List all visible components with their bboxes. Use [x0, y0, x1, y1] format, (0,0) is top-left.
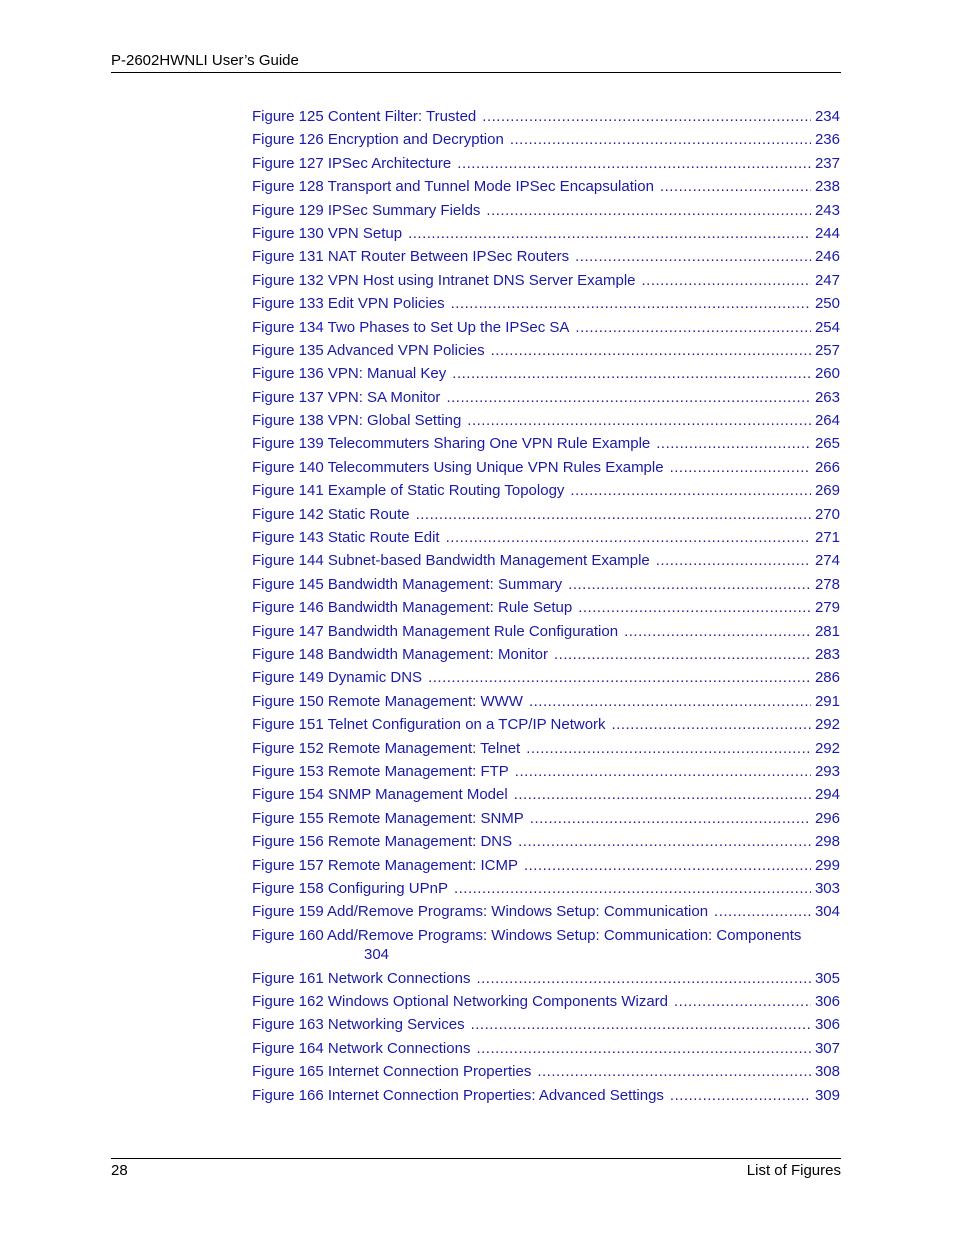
- dot-leader: [656, 549, 811, 572]
- toc-entry-page: 263: [814, 388, 840, 406]
- toc-entry-label: Figure 155 Remote Management: SNMP: [252, 809, 524, 827]
- dot-leader: [578, 596, 811, 619]
- dot-leader: [515, 760, 811, 783]
- toc-entry-link[interactable]: [252, 596, 840, 619]
- dot-leader: [670, 1084, 811, 1107]
- toc-entry-label: Figure 148 Bandwidth Management: Monitor: [252, 645, 549, 663]
- dot-leader: [454, 877, 811, 900]
- toc-entry-label: Figure 131 NAT Router Between IPSec Routers: [252, 248, 570, 266]
- toc-entry-page: 260: [814, 365, 840, 383]
- toc-entry-link[interactable]: [252, 830, 840, 853]
- dot-leader: [467, 409, 811, 432]
- toc-entry-link[interactable]: [252, 900, 840, 923]
- toc-entry-label: Figure 159 Add/Remove Programs: Windows Setup: Communication: [252, 903, 709, 921]
- dot-leader: [660, 175, 811, 198]
- toc-entry-page: 308: [814, 1063, 840, 1081]
- toc-entry-link[interactable]: [252, 877, 840, 900]
- toc-entry-page: 237: [814, 154, 840, 172]
- dot-leader: [624, 620, 811, 643]
- toc-entry-link[interactable]: [252, 339, 840, 362]
- toc-entry-link[interactable]: [252, 105, 840, 128]
- toc-entry-label: Figure 151 Telnet Configuration on a TCP/IP Network: [252, 716, 606, 734]
- toc-entry-page: 246: [814, 248, 840, 266]
- page-header: [111, 50, 841, 73]
- section-name: List of Figures: [746, 1162, 841, 1179]
- toc-entry-label: Figure 154 SNMP Management Model: [252, 786, 508, 804]
- toc-entry-link[interactable]: [252, 199, 840, 222]
- toc-entry-page: 234: [814, 108, 840, 125]
- toc-entry-link[interactable]: [252, 175, 840, 198]
- toc-entry-page: 309: [814, 1086, 840, 1104]
- toc-entry-page: 266: [814, 458, 840, 476]
- toc-entry-link[interactable]: [252, 409, 840, 432]
- toc-entry-page: 236: [814, 131, 840, 149]
- toc-entry-link[interactable]: [252, 690, 840, 713]
- toc-entry-link[interactable]: [252, 666, 840, 689]
- toc-entry-label: Figure 127 IPSec Architecture: [252, 154, 452, 172]
- toc-entry-label: Figure 128 Transport and Tunnel Mode IPSec Encapsulation: [252, 178, 654, 196]
- toc-entry-link[interactable]: [252, 620, 840, 643]
- toc-entry-label: Figure 125 Content Filter: Trusted: [252, 108, 477, 125]
- toc-entry-label: Figure 139 Telecommuters Sharing One VPN Rule Example: [252, 435, 651, 453]
- dot-leader: [674, 990, 811, 1013]
- dot-leader: [554, 643, 811, 666]
- toc-entry-link[interactable]: [252, 362, 840, 385]
- toc-entry-page: 298: [814, 833, 840, 851]
- toc-entry-page: 292: [814, 716, 840, 734]
- toc-entry-link[interactable]: [252, 807, 840, 830]
- toc-entry-label: Figure 130 VPN Setup: [252, 224, 403, 242]
- toc-entry-link[interactable]: [252, 456, 840, 479]
- toc-entry-link[interactable]: [252, 737, 840, 760]
- dot-leader: [457, 152, 811, 175]
- toc-entry-label: Figure 136 VPN: Manual Key: [252, 365, 447, 383]
- dot-leader: [568, 573, 811, 596]
- toc-entry-link[interactable]: [252, 526, 840, 549]
- dot-leader: [491, 339, 811, 362]
- toc-entry-link[interactable]: [252, 990, 840, 1013]
- toc-entry-label: Figure 147 Bandwidth Management Rule Configuration: [252, 622, 619, 640]
- toc-entry-label: Figure 153 Remote Management: FTP: [252, 762, 509, 780]
- toc-entry-link[interactable]: [252, 432, 840, 455]
- dot-leader: [476, 967, 811, 990]
- dot-leader: [714, 900, 811, 923]
- toc-entry-page: 306: [814, 993, 840, 1011]
- toc-entry-link[interactable]: [252, 967, 840, 990]
- dot-leader: [408, 222, 811, 245]
- toc-entry-page: 274: [814, 552, 840, 570]
- toc-entry-label: Figure 135 Advanced VPN Policies: [252, 341, 485, 359]
- toc-entry-page: 294: [814, 786, 840, 804]
- toc-entry-label: Figure 157 Remote Management: ICMP: [252, 856, 518, 874]
- toc-entry-link[interactable]: [252, 1037, 840, 1060]
- toc-entry-link[interactable]: [252, 549, 840, 572]
- toc-entry-label: Figure 140 Telecommuters Using Unique VPN Rules Example: [252, 458, 664, 476]
- dot-leader: [670, 456, 811, 479]
- dot-leader: [471, 1013, 811, 1036]
- toc-entry-link[interactable]: [252, 479, 840, 502]
- toc-entry-label: Figure 133 Edit VPN Policies: [252, 295, 445, 313]
- toc-entry-link[interactable]: [252, 924, 840, 967]
- toc-entry-link[interactable]: [252, 643, 840, 666]
- dot-leader: [452, 362, 811, 385]
- toc-entry-page: 265: [814, 435, 840, 453]
- toc-entry-link[interactable]: [252, 573, 840, 596]
- toc-entry-label: Figure 158 Configuring UPnP: [252, 879, 448, 897]
- toc-entry-page: 304: [814, 903, 840, 921]
- toc-entry-page: 278: [814, 575, 840, 593]
- dot-leader: [642, 269, 811, 292]
- toc-entry-label: Figure 160 Add/Remove Programs: Windows Setup: Communication: Components: [252, 926, 802, 944]
- toc-entry-label: Figure 165 Internet Connection Properties: [252, 1063, 532, 1081]
- toc-entry-link[interactable]: [252, 386, 840, 409]
- toc-entry-page: 257: [814, 341, 840, 359]
- toc-entry-link[interactable]: [252, 269, 840, 292]
- toc-entry-page: 303: [814, 879, 840, 897]
- dot-leader: [575, 316, 811, 339]
- toc-entry-label: Figure 163 Networking Services: [252, 1016, 465, 1034]
- toc-entry-link[interactable]: [252, 316, 840, 339]
- dot-leader: [514, 783, 811, 806]
- toc-entry-link[interactable]: [252, 1084, 840, 1107]
- toc-entry-link[interactable]: [252, 1060, 840, 1083]
- toc-entry-page: 250: [814, 295, 840, 313]
- toc-entry-page: 304: [364, 946, 390, 964]
- toc-entry-label: Figure 144 Subnet-based Bandwidth Management Example: [252, 552, 650, 570]
- toc-entry-link[interactable]: [252, 760, 840, 783]
- page-number: 28: [111, 1162, 128, 1179]
- toc-entry-link[interactable]: [252, 152, 840, 175]
- dot-leader: [428, 666, 811, 689]
- toc-entry-label: Figure 138 VPN: Global Setting: [252, 412, 462, 430]
- toc-entry-label: Figure 162 Windows Optional Networking Components Wizard: [252, 993, 669, 1011]
- toc-entry-label: Figure 134 Two Phases to Set Up the IPSec SA: [252, 318, 570, 336]
- toc-entry-page: 279: [814, 599, 840, 617]
- toc-entry-page: 244: [814, 224, 840, 242]
- toc-entry-link[interactable]: [252, 854, 840, 877]
- toc-entry-link[interactable]: [252, 245, 840, 268]
- toc-entry-page: 293: [814, 762, 840, 780]
- dot-leader: [656, 432, 811, 455]
- page-footer: [111, 1158, 841, 1185]
- dot-leader: [510, 128, 811, 151]
- toc-entry-link[interactable]: [252, 292, 840, 315]
- dot-leader: [476, 1037, 811, 1060]
- dot-leader: [529, 690, 811, 713]
- toc-entry-page: 296: [814, 809, 840, 827]
- toc-entry-link[interactable]: [252, 713, 840, 736]
- toc-entry-link[interactable]: [252, 503, 840, 526]
- dot-leader: [518, 830, 811, 853]
- dot-leader: [575, 245, 811, 268]
- toc-entry-page: 305: [814, 969, 840, 987]
- toc-entry-page: 292: [814, 739, 840, 757]
- toc-entry-link[interactable]: [252, 128, 840, 151]
- dot-leader: [526, 737, 811, 760]
- document-title: P-2602HWNLI User’s Guide: [111, 52, 299, 69]
- toc-entry-page: 264: [814, 412, 840, 430]
- toc-entry-label: Figure 150 Remote Management: WWW: [252, 692, 523, 710]
- toc-entry-page: 271: [814, 529, 840, 547]
- toc-entry-label: Figure 142 Static Route: [252, 505, 410, 523]
- dot-leader: [486, 199, 811, 222]
- dot-leader: [537, 1060, 811, 1083]
- dot-leader: [612, 713, 811, 736]
- dot-leader: [570, 479, 811, 502]
- toc-entry-label: Figure 126 Encryption and Decryption: [252, 131, 504, 149]
- toc-entry-page: 299: [814, 856, 840, 874]
- toc-entry-page: 238: [814, 178, 840, 196]
- toc-entry-page: 307: [814, 1039, 840, 1057]
- toc-entry-label: Figure 129 IPSec Summary Fields: [252, 201, 481, 219]
- dot-leader: [416, 503, 811, 526]
- toc-entry-page: 306: [814, 1016, 840, 1034]
- toc-entry-label: Figure 161 Network Connections: [252, 969, 471, 987]
- toc-entry-label: Figure 156 Remote Management: DNS: [252, 833, 513, 851]
- list-of-figures: [252, 105, 840, 1107]
- toc-entry-page: 281: [814, 622, 840, 640]
- toc-entry-link[interactable]: [252, 222, 840, 245]
- toc-entry-label: Figure 143 Static Route Edit: [252, 529, 440, 547]
- toc-entry-label: Figure 152 Remote Management: Telnet: [252, 739, 521, 757]
- dot-leader: [451, 292, 811, 315]
- dot-leader: [446, 386, 811, 409]
- dot-leader: [524, 854, 811, 877]
- toc-entry-link[interactable]: [252, 783, 840, 806]
- toc-entry-label: Figure 145 Bandwidth Management: Summary: [252, 575, 563, 593]
- toc-entry-label: Figure 132 VPN Host using Intranet DNS Server Example: [252, 271, 636, 289]
- toc-entry-link[interactable]: [252, 1013, 840, 1036]
- toc-entry-page: 283: [814, 645, 840, 663]
- toc-entry-page: 254: [814, 318, 840, 336]
- toc-entry-page: 269: [814, 482, 840, 500]
- toc-entry-page: 286: [814, 669, 840, 687]
- dot-leader: [530, 807, 811, 830]
- toc-entry-label: Figure 146 Bandwidth Management: Rule Setup: [252, 599, 573, 617]
- toc-entry-page: 243: [814, 201, 840, 219]
- dot-leader: [482, 105, 811, 128]
- toc-entry-page: 270: [814, 505, 840, 523]
- toc-entry-label: Figure 164 Network Connections: [252, 1039, 471, 1057]
- toc-entry-label: Figure 166 Internet Connection Properties: Advanced Settings: [252, 1086, 664, 1104]
- toc-entry-page: 247: [814, 271, 840, 289]
- dot-leader: [446, 526, 811, 549]
- toc-entry-label: Figure 141 Example of Static Routing Topology: [252, 482, 565, 500]
- toc-entry-page: 291: [814, 692, 840, 710]
- toc-entry-label: Figure 137 VPN: SA Monitor: [252, 388, 441, 406]
- toc-entry-label: Figure 149 Dynamic DNS: [252, 669, 423, 687]
